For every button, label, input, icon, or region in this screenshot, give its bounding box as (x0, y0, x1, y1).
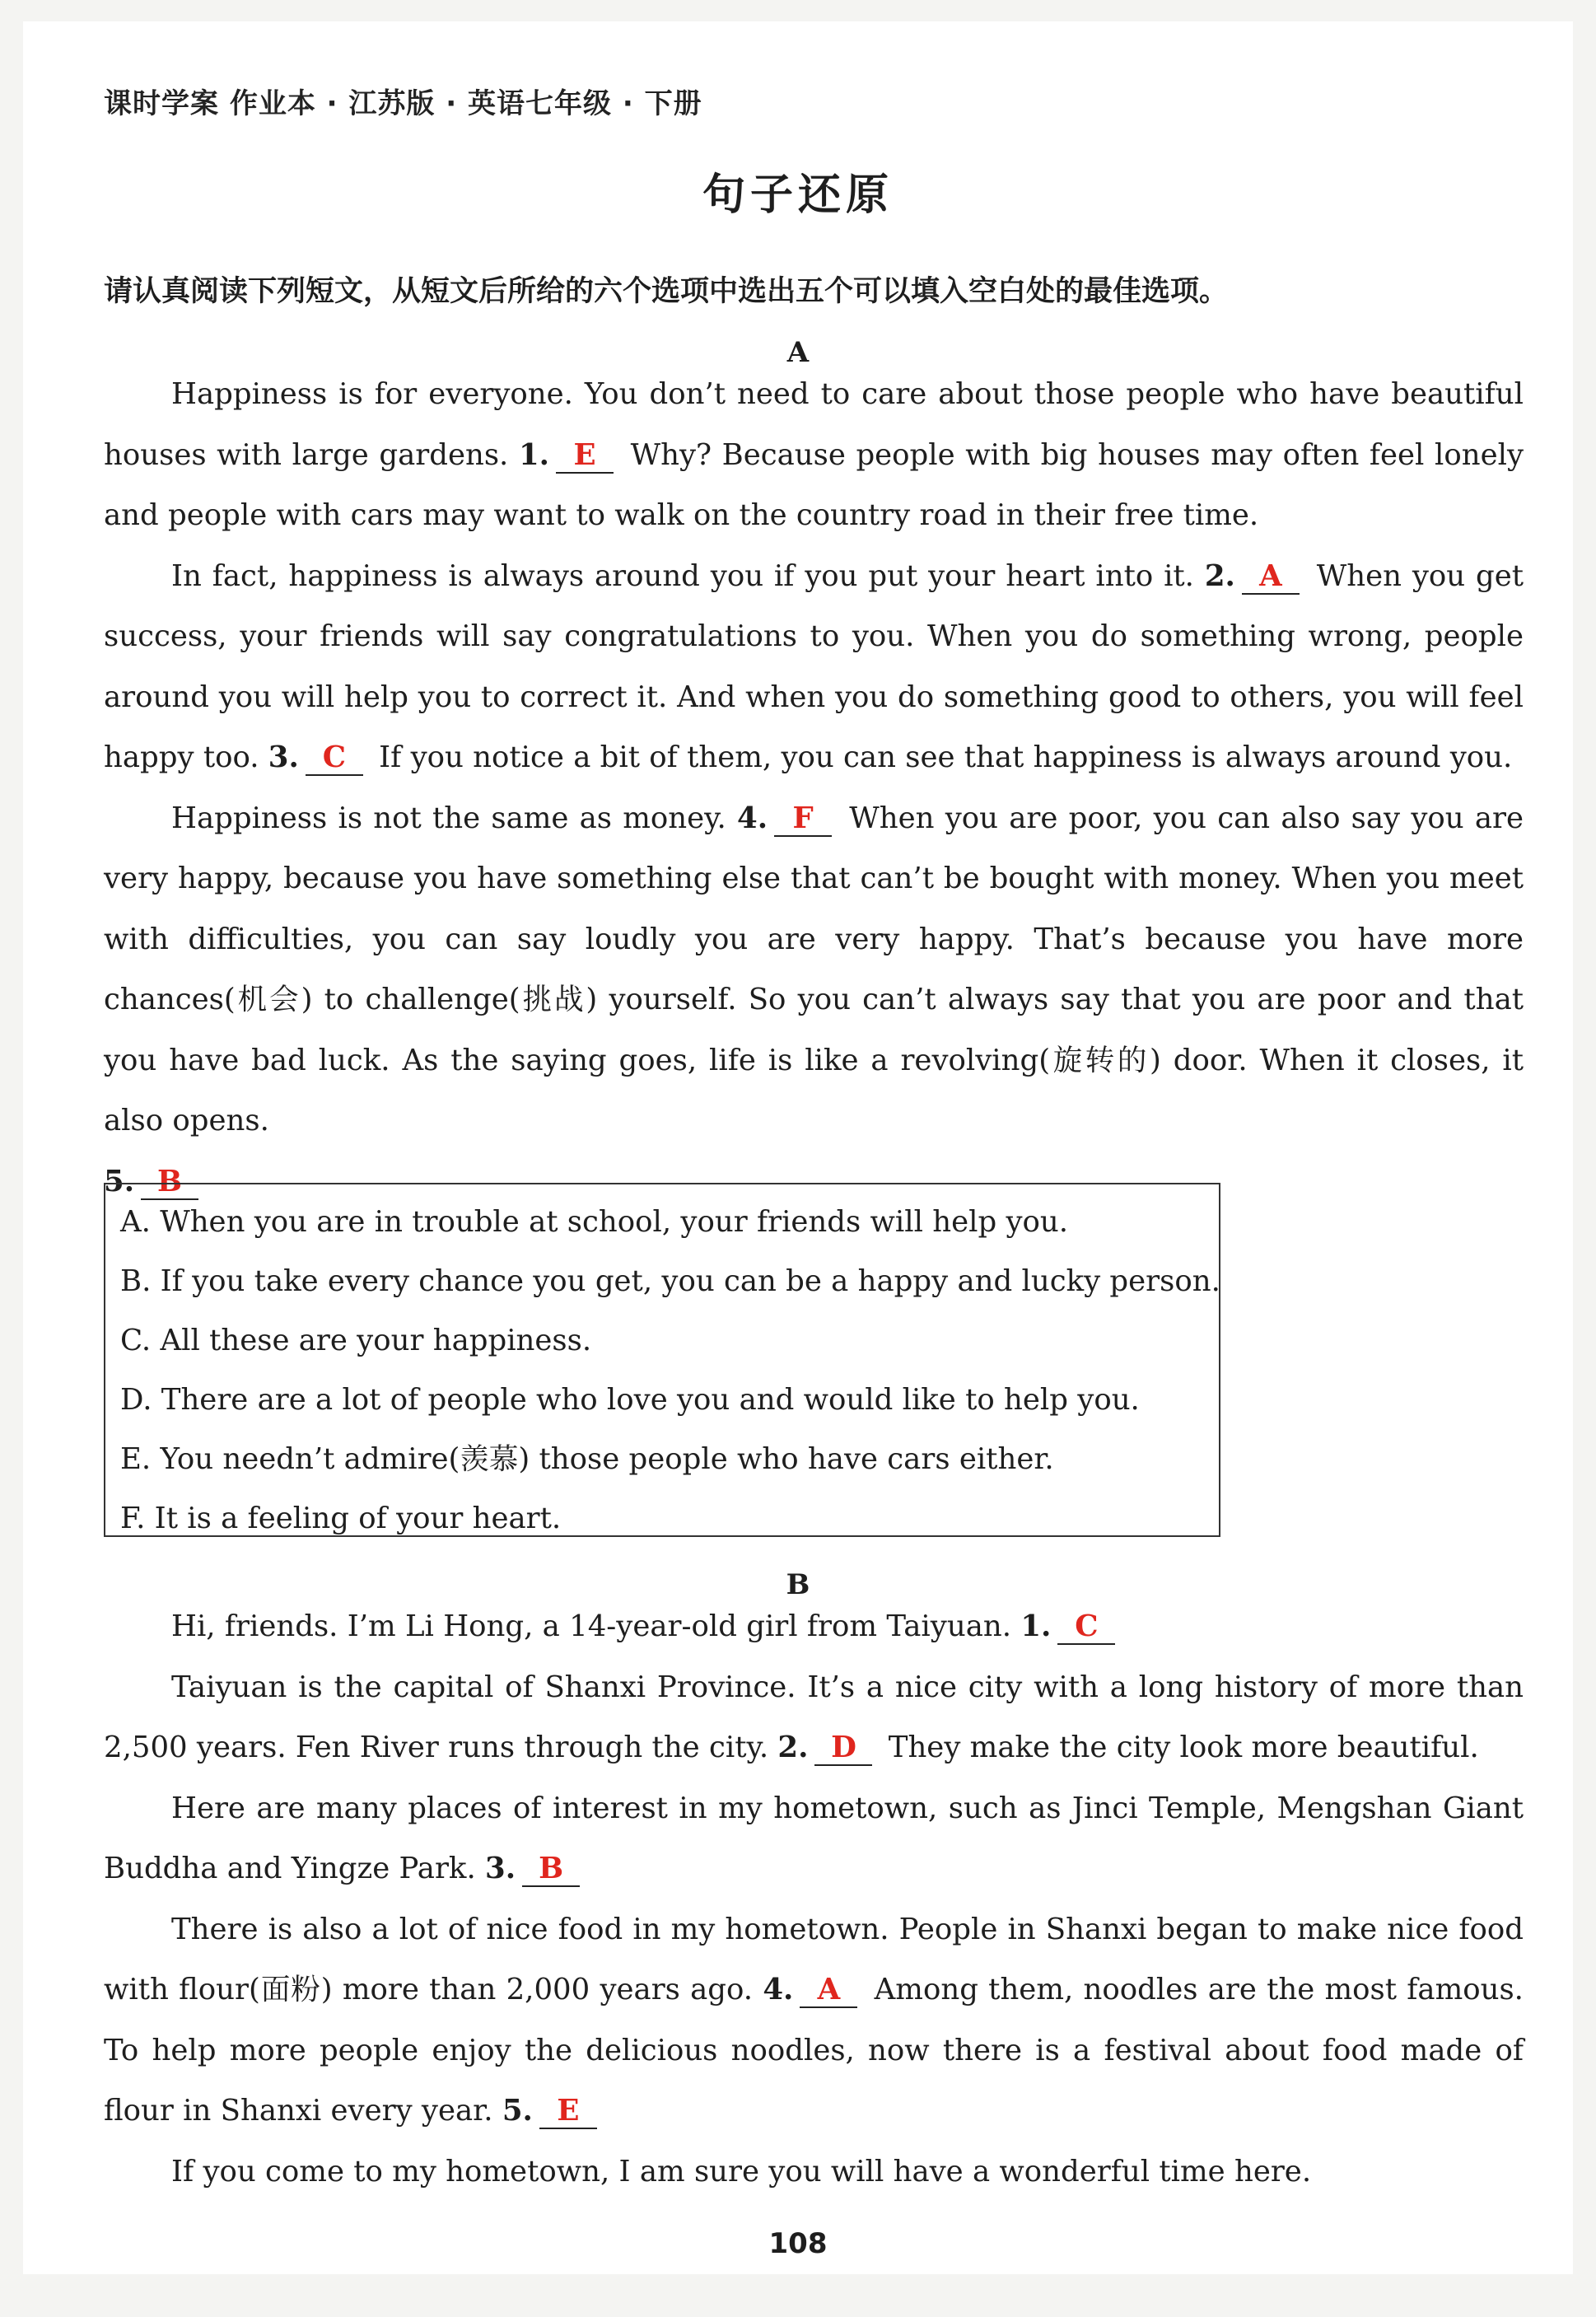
text-segment: Happiness is for everyone. You don’t need to care about those people who have beautiful houses with large gardens. (104, 377, 1524, 472)
answer-blank: E (539, 2095, 597, 2129)
passage-b-paragraph-4 (104, 1899, 1524, 2142)
text-segment: Why? Because people with big houses may often feel lonely and people with cars may want to walk on the country road in their free time. (104, 437, 1524, 532)
option-c: C. All these are your happiness. (120, 1324, 592, 1357)
text-segment: In fact, happiness is always around you if you put your heart into it. (171, 558, 1194, 593)
question-number: 5. (104, 1164, 135, 1198)
passage-b-paragraph-2 (104, 1657, 1524, 1778)
book-header: 课时学案 作业本 · 江苏版 · 英语七年级 · 下册 (104, 87, 702, 120)
option-e: E. You needn’t admire(羡慕) those people who have cars either. (120, 1442, 1054, 1476)
passage-a-paragraph-2 (104, 546, 1524, 788)
answer-blank: B (141, 1166, 198, 1200)
question-number: 2. (777, 1731, 809, 1764)
text-segment: Here are many places of interest in my hometown, such as Jinci Temple, Mengshan Giant Buddha and Yingze Park. (104, 1791, 1524, 1885)
answer-blank: F (774, 802, 832, 837)
answer-blank: E (556, 439, 614, 474)
page-title: 句子还原 (702, 171, 894, 220)
answer-blank: C (1057, 1610, 1115, 1645)
page-number: 108 (768, 2227, 828, 2260)
instruction-text: 请认真阅读下列短文，从短文后所给的六个选项中选出五个可以填入空白处的最佳选项。 (104, 275, 1229, 308)
passage-a-paragraph-3 (104, 788, 1524, 1151)
options-box-a (104, 1183, 1220, 1537)
option-f: F. It is a feeling of your heart. (120, 1502, 562, 1535)
text-segment: If you come to my hometown, I am sure you will have a wonderful time here. (171, 2154, 1312, 2189)
question-number: 5. (502, 2094, 533, 2128)
answer-blank: B (522, 1852, 580, 1887)
text-segment: Taiyuan is the capital of Shanxi Province. It’s a nice city with a long history of more than 2,500 years. Fen River runs through the city. (104, 1670, 1524, 1764)
answer-blank: A (800, 1974, 857, 2008)
text-segment: They make the city look more beautiful. (888, 1731, 1479, 1764)
answer-blank: D (814, 1731, 872, 1766)
text-segment: When you are poor, you can also say you are very happy, because you have something else that can’t be bought with money. When you meet with difficulties, you can say loudly you are very happy. That’s because you have more chances(机会) to challenge(挑战) yourself. So you can’t always say that you are poor and that you have bad luck. As the saying goes, life is like a revolving(旋转的) door. When it closes, it also opens. (104, 801, 1524, 1137)
text-segment: When you get success, your friends will say congratulations to you. When you do something wrong, people around you will help you to correct it. And when you do something good to others, you will feel happy too. (104, 558, 1524, 774)
passage-b-paragraph-5 (104, 2142, 1524, 2203)
section-b-label: B (786, 1568, 810, 1601)
passage-a (104, 364, 1524, 1212)
answer-blank: C (306, 741, 363, 776)
passage-b (104, 1596, 1524, 2202)
question-number: 4. (737, 801, 768, 835)
text-segment: Among them, noodles are the most famous. To help more people enjoy the delicious noodles, now there is a festival about food made of flour in Shanxi every year. (104, 1973, 1524, 2128)
passage-b-paragraph-3 (104, 1778, 1524, 1899)
question-number: 3. (485, 1852, 516, 1885)
worksheet-page (23, 21, 1573, 2274)
question-number: 1. (1020, 1609, 1052, 1643)
question-number: 2. (1204, 558, 1235, 593)
question-number: 3. (268, 740, 299, 774)
question-number: 1. (518, 437, 550, 472)
option-a: A. When you are in trouble at school, your friends will help you. (120, 1205, 1069, 1239)
option-d: D. There are a lot of people who love you and would like to help you. (120, 1383, 1140, 1417)
question-number: 4. (763, 1973, 794, 2006)
text-segment: If you notice a bit of them, you can see that happiness is always around you. (379, 740, 1513, 774)
text-segment: Happiness is not the same as money. (171, 801, 726, 835)
passage-b-paragraph-1 (104, 1596, 1524, 1657)
section-a-label: A (786, 336, 810, 369)
answer-blank: A (1242, 560, 1300, 595)
text-segment: There is also a lot of nice food in my hometown. People in Shanxi began to make nice food with flour(面粉) more than 2,000 years ago. (104, 1912, 1524, 2006)
text-segment: Hi, friends. I’m Li Hong, a 14-year-old girl from Taiyuan. (171, 1609, 1012, 1643)
option-b: B. If you take every chance you get, you can be a happy and lucky person. (120, 1264, 1220, 1298)
passage-a-paragraph-1 (104, 364, 1524, 546)
